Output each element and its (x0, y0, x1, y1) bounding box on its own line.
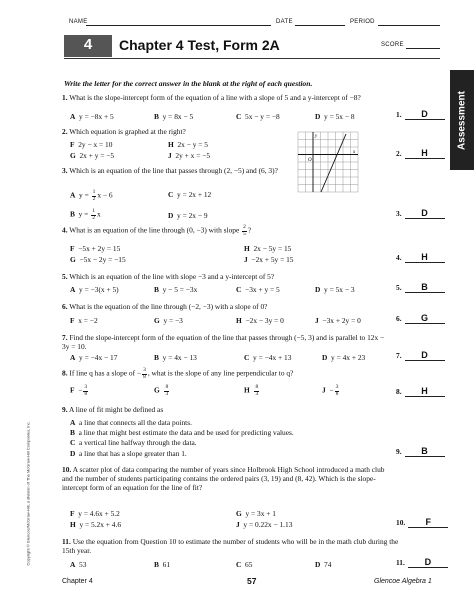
date-label: DATE (276, 19, 293, 25)
q3-option-d: D y = 2x − 9 (168, 211, 208, 220)
q10-option-g: G y = 3x + 1 (236, 509, 276, 518)
q11-option-d: D 74 (315, 560, 332, 569)
page-title: Chapter 4 Test, Form 2A (119, 37, 280, 53)
question-10: 10. A scatter plot of data comparing the number of years since Holbrook High School introduced a math club and the number of students participating contains the ordered pairs (3, 19) and (8, 42). Which is the slope-intercept form of an equation for the line of fit? (62, 465, 385, 492)
q8-option-h: H $\frac{8}{3}$ (244, 384, 259, 397)
period-label: PERIOD (350, 19, 375, 25)
period-line[interactable] (378, 25, 440, 26)
answer-3[interactable]: 3. D (396, 209, 445, 219)
question-5: 5. Which is an equation of the line with slope −3 and a y-intercept of 5? (62, 272, 275, 281)
question-2: 2. Which equation is graphed at the right? (62, 127, 186, 136)
q4-option-g: G −5x − 2y = −15 (70, 255, 126, 264)
question-7: 7. Find the slope-intercept form of the equation of the line that passes through (−5, 3) and is parallel to 12x − 3y = 10. (62, 333, 385, 351)
question-6: 6. What is the equation of the line through (−2, −3) with a slope of 0? (62, 302, 268, 311)
q4-option-f: F −5x + 2y = 15 (70, 244, 121, 253)
q3-option-a: A y = $\frac{1}{2}$ x − 6 (70, 189, 113, 202)
q4-option-h: H 2x − 5y = 15 (244, 244, 292, 253)
q3-option-c: C y = 2x + 12 (168, 190, 212, 199)
answer-8[interactable]: 8. H (396, 387, 445, 397)
q11-option-c: C 65 (236, 560, 253, 569)
q5-option-c: C −3x + y = 5 (236, 285, 280, 294)
q6-option-g: G y = −3 (154, 316, 183, 325)
score-label: SCORE (381, 42, 404, 48)
question-11: 11. Use the equation from Question 10 to estimate the number of students who will be in the math club during the 15th year. (62, 537, 399, 555)
q8-option-j: J − $\frac{3}{8}$ (322, 384, 339, 397)
q1-option-a: A y = −8x + 5 (70, 112, 114, 121)
score-line[interactable] (406, 48, 440, 49)
q1-option-c: C 5x − y = −8 (236, 112, 280, 121)
q1-option-d: D y = 5x − 8 (315, 112, 355, 121)
q6-option-f: F x = −2 (70, 316, 98, 325)
line-graph (296, 130, 360, 194)
answer-2[interactable]: 2. H (396, 149, 445, 159)
q5-option-a: A y = −3(x + 5) (70, 285, 119, 294)
answer-5[interactable]: 5. B (396, 283, 445, 293)
q9-option-b: B a line that might best estimate the data and be used for predicting values. (70, 428, 294, 437)
footer-book: Glencoe Algebra 1 (374, 578, 432, 585)
answer-9[interactable]: 9. B (396, 447, 445, 457)
answer-10[interactable]: 10. F (396, 518, 448, 528)
answer-4[interactable]: 4. H (396, 253, 445, 263)
q4-option-j: J −2x + 5y = 15 (244, 255, 294, 264)
q1-option-b: B y = 8x − 5 (154, 112, 194, 121)
answer-1[interactable]: 1. D (396, 110, 445, 120)
q9-option-c: C a vertical line halfway through the data. (70, 438, 197, 447)
q2-option-f: F 2y − x = 10 (70, 140, 113, 149)
answer-11[interactable]: 11. D (396, 558, 448, 568)
q11-option-a: A 53 (70, 560, 87, 569)
question-1: 1. What is the slope-intercept form of the equation of a line with a slope of 5 and a y-intercept of −8? (62, 93, 361, 102)
q5-option-d: D y = 5x − 3 (315, 285, 355, 294)
q7-option-c: C y = −4x + 13 (244, 353, 292, 362)
chapter-number: 4 (83, 36, 93, 53)
q8-option-g: G $\frac{8}{3}$ (154, 384, 169, 397)
graph-x-label: x (353, 150, 356, 155)
q2-option-h: H 2x − y = 5 (168, 140, 208, 149)
assessment-tab-label: Assessment (456, 91, 468, 150)
footer-chapter: Chapter 4 (62, 578, 93, 585)
answer-6[interactable]: 6. G (396, 314, 445, 324)
answer-7[interactable]: 7. D (396, 351, 445, 361)
question-9: 9. A line of fit might be defined as (62, 405, 164, 414)
question-8: 8. If line q has a slope of − $\frac{3}{8}$ , what is the slope of any line perpendicular to q? (62, 367, 294, 380)
q11-option-b: B 61 (154, 560, 171, 569)
q6-option-j: J −3x + 2y = 0 (315, 316, 361, 325)
copyright-text: Copyright © Glencoe/McGraw-Hill, a division of The McGraw-Hill Companies, Inc. (25, 421, 31, 566)
q9-option-a: A a line that connects all the data points. (70, 418, 192, 427)
graph-origin-label: O (308, 158, 312, 163)
date-line[interactable] (295, 25, 345, 26)
q7-option-b: B y = 4x − 13 (154, 353, 197, 362)
q2-option-g: G 2x + y = −5 (70, 151, 115, 160)
q9-option-d: D a line that has a slope greater than 1. (70, 449, 187, 458)
name-line[interactable] (86, 25, 271, 26)
q10-option-j: J y = 0.22x − 1.13 (236, 520, 293, 529)
q10-option-f: F y = 4.6x + 5.2 (70, 509, 120, 518)
q3-option-b: B y = $\frac{1}{2}$ x (70, 208, 101, 221)
q10-option-h: H y = 5.2x + 4.6 (70, 520, 122, 529)
q7-option-a: A y = −4x − 17 (70, 353, 118, 362)
question-3: 3. Which is an equation of the line that passes through (2, −5) and (6, 3)? (62, 166, 278, 175)
footer-page-number: 57 (247, 576, 257, 586)
q2-option-j: J 2y + x = −5 (168, 151, 211, 160)
q6-option-h: H −2x − 3y = 0 (236, 316, 284, 325)
name-label: NAME (69, 19, 88, 25)
q7-option-d: D y = 4x + 23 (322, 353, 366, 362)
question-4: 4. What is an equation of the line through (0, −3) with slope $\frac{2}{5}$ ? (62, 224, 252, 237)
q8-option-f: F − $\frac{3}{8}$ (70, 384, 88, 397)
instructions: Write the letter for the correct answer in the blank at the right of each question. (64, 79, 313, 88)
graph-y-label: y (315, 134, 318, 139)
q5-option-b: B y − 5 = −3x (154, 285, 198, 294)
title-rule (64, 58, 440, 59)
